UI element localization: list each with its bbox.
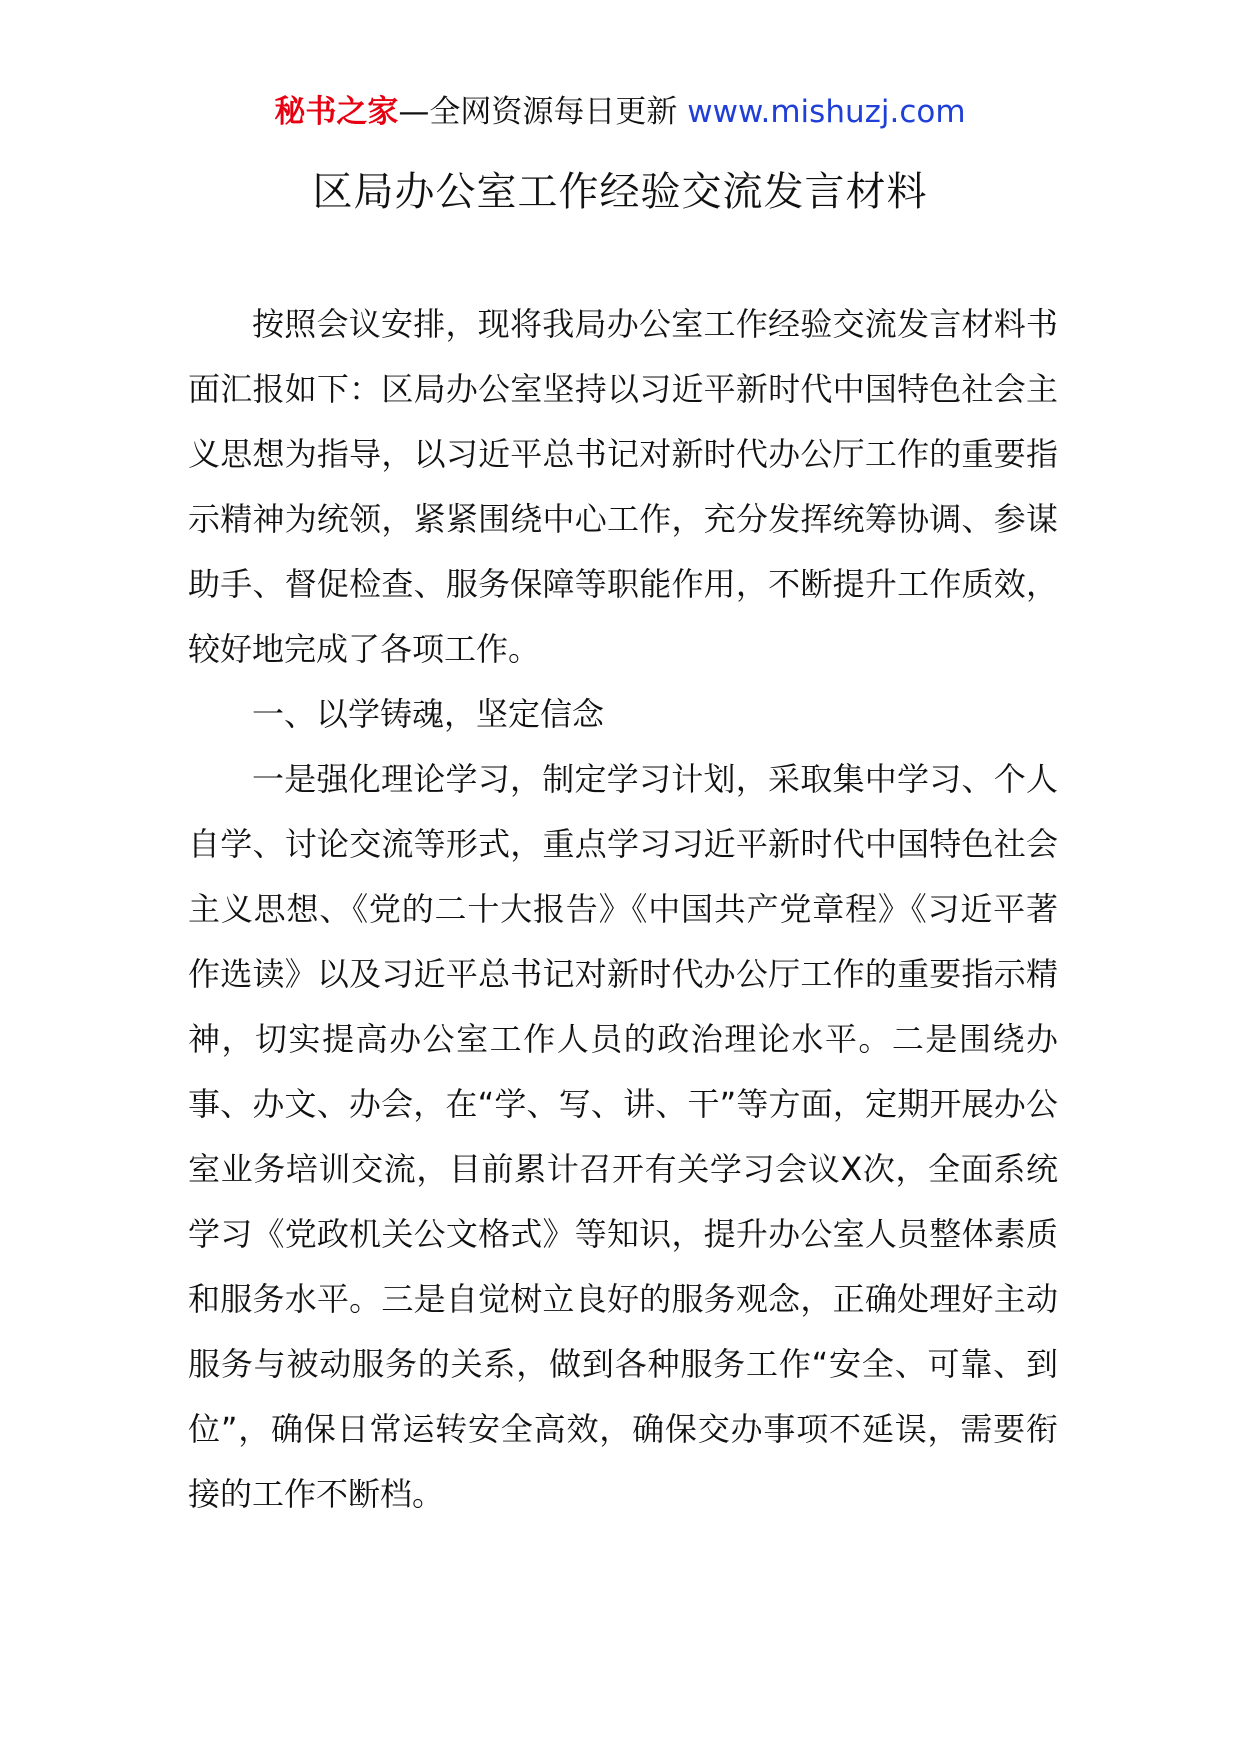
banner-tagline: —全网资源每日更新 [398, 94, 688, 130]
section-heading: 一、以学铸魂，坚定信念 [252, 695, 605, 733]
brand-name: 秘书之家 [274, 94, 399, 130]
document-body [188, 292, 1058, 1527]
site-url-link[interactable]: www.mishuzj.com [687, 94, 966, 130]
section-paragraph: 一是强化理论学习，制定学习计划，采取集中学习、个人自学、讨论交流等形式，重点学习习近平新时代中国特色社会主义思想、《党的二十大报告》《中国共产党章程》《习近平著作选读》以及习近平总书记对新时代办公厅工作的重要指示精神，切实提高办公室工作人员的政治理论水平。二是围绕办事、办文、办会，在“学、写、讲、干”等方面，定期开展办公室业务培训交流，目前累计召开有关学习会议X次，全面系统学习《党政机关公文格式》等知识，提升办公室人员整体素质和服务水平。三是自觉树立良好的服务观念，正确处理好主动服务与被动服务的关系，做到各种服务工作“安全、可靠、到位”，确保日常运转安全高效，确保交办事项不延误，需要衔接的工作不断档。 [188, 760, 1058, 1513]
site-banner [0, 92, 1240, 132]
intro-paragraph: 按照会议安排，现将我局办公室工作经验交流发言材料书面汇报如下：区局办公室坚持以习近平新时代中国特色社会主义思想为指导，以习近平总书记对新时代办公厅工作的重要指示精神为统领，紧紧围绕中心工作，充分发挥统筹协调、参谋助手、督促检查、服务保障等职能作用，不断提升工作质效，较好地完成了各项工作。 [188, 305, 1058, 668]
document-title: 区局办公室工作经验交流发言材料 [312, 169, 928, 215]
